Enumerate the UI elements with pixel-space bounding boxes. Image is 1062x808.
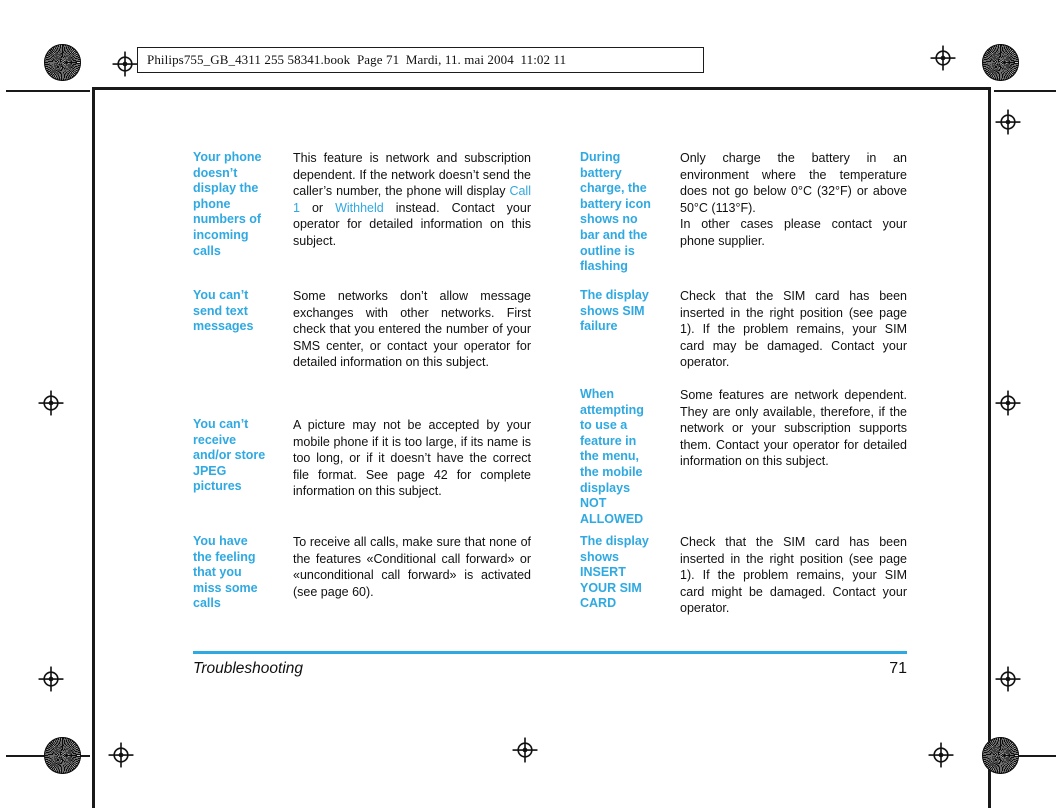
color-bullseye-bottom-right [982, 737, 1019, 774]
problem-label: The display shows SIM failure [580, 288, 649, 334]
problem-label: You can’t send text messages [193, 288, 254, 334]
solution-segment: instead. Contact your operator for detailed information on this subject. [293, 200, 531, 248]
solution-paragraph: Only charge the battery in an environment where the temperature does not go below 0°C (32°F) or above 50°C (113°F). [680, 151, 907, 215]
solution-text: Check that the SIM card has been inserted in the right position (see page 1). If the problem remains, your SIM card might be damaged. Contact your operator. [680, 535, 907, 616]
trouble-row-insert-sim [580, 534, 907, 617]
slug-box [137, 47, 704, 73]
registration-mark-right-middle [995, 390, 1021, 416]
display-string-withheld: Withheld [335, 200, 384, 215]
trouble-row-sim-failure [580, 288, 907, 371]
problem-label: When attempting to use a feature in the menu, the mobile displays NOT ALLOWED [580, 387, 644, 526]
color-bullseye-bottom-left [44, 737, 81, 774]
solution-text [293, 150, 531, 250]
trouble-row-missed-calls [193, 534, 531, 612]
problem-label: You have the feeling that you miss some calls [193, 534, 258, 611]
page-frame-top [92, 87, 991, 90]
footer-section-label: Troubleshooting [193, 660, 304, 677]
problem-label: The display shows INSERT YOUR SIM CARD [580, 534, 649, 611]
solution-text: To receive all calls, make sure that none of the features «Conditional call forward» or «unconditional call forward» is activated (see page 60). [293, 535, 531, 599]
trouble-row-jpeg-pictures [193, 417, 531, 500]
registration-mark-bottom-right [928, 742, 954, 768]
trouble-row-not-allowed [580, 387, 907, 527]
color-bullseye-top-left [44, 44, 81, 81]
registration-mark-bottom-left [108, 742, 134, 768]
display-string-call1: Call 1 [293, 184, 531, 215]
problem-label: Your phone doesn’t display the phone numbers of incoming calls [193, 150, 262, 258]
problem-label: You can’t receive and/or store JPEG pictures [193, 417, 266, 494]
solution-segment: This feature is network and subscription dependent. If the network doesn’t send the caller’s number, the phone will display [293, 151, 531, 199]
registration-mark-top-left [112, 51, 138, 77]
crop-tick-top-right [994, 90, 1056, 92]
problem-label: During battery charge, the battery icon shows no bar and the outline is flashing [580, 150, 651, 274]
solution-segment: or [299, 200, 336, 215]
trouble-row-no-caller-id [193, 150, 531, 259]
solution-paragraph: In other cases please contact your phone supplier. [680, 217, 907, 248]
footer-rule [193, 651, 907, 654]
registration-mark-top-right [930, 45, 956, 71]
trouble-row-cannot-send-sms [193, 288, 531, 371]
color-bullseye-top-right [982, 44, 1019, 81]
footer [193, 660, 907, 678]
registration-mark-right-lower [995, 666, 1021, 692]
crop-tick-top-left [6, 90, 90, 92]
slug-text: Philips755_GB_4311 255 58341.book Page 71 Mardi, 11. mai 2004 11:02 11 [147, 52, 567, 67]
page-frame-right [988, 87, 991, 808]
solution-text: Some networks don’t allow message exchanges with other networks. First check that you entered the number of your SMS center, or contact your operator for detailed information on this subject. [293, 289, 531, 370]
solution-text: Some features are network dependent. They are only available, therefore, if the network or your subscription supports them. Contact your operator for detailed information on this subject. [680, 388, 907, 469]
registration-mark-left-lower [38, 666, 64, 692]
solution-text: Check that the SIM card has been inserted in the right position (see page 1). If the problem remains, your SIM card may be damaged. Contact your operator. [680, 289, 907, 370]
page-frame-left [92, 87, 95, 808]
trouble-row-battery-charge [580, 150, 907, 275]
registration-mark-left-middle [38, 390, 64, 416]
solution-text [680, 150, 907, 250]
registration-mark-bottom-center [512, 737, 538, 763]
page-number: 71 [889, 660, 907, 677]
registration-mark-right-upper [995, 109, 1021, 135]
solution-text: A picture may not be accepted by your mobile phone if it is too large, if its name is too long, or if it doesn’t have the correct file format. See page 42 for complete information on this subject. [293, 418, 531, 499]
